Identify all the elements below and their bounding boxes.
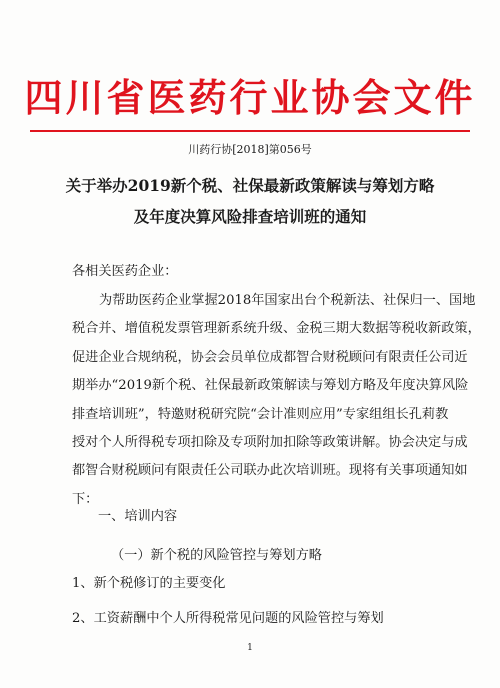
body-line: 下： <box>72 491 99 507</box>
list-item: 2、工资薪酬中个人所得税常见问题的风险管控与筹划 <box>72 611 384 626</box>
document-title-line-2: 及年度决算风险排查培训班的通知 <box>133 207 367 226</box>
body-line: 都智合财税顾问有限责任公司联办此次培训班。现将有关事项通知如 <box>72 463 468 479</box>
document-title-line-1: 关于举办2019新个税、社保最新政策解读与筹划方略 <box>65 176 435 195</box>
page-number: 1 <box>247 643 253 653</box>
body-line: 排查培训班”，特邀财税研究院“会计准则应用”专家组组长孔莉教 <box>72 406 449 422</box>
section-heading: 一、培训内容 <box>98 509 178 524</box>
body-line: 促进企业合规纳税，协会会员单位成都智合财税顾问有限责任公司近 <box>72 349 468 365</box>
masthead-title: 四川省医药行业协会文件 <box>24 76 476 120</box>
body-line: 税合并、增值税发票管理新系统升级、金税三期大数据等税收新政策， <box>72 321 481 337</box>
body-paragraph <box>72 291 481 518</box>
body-line: 为帮助医药企业掌握2018年国家出台个税新法、社保归一、国地 <box>99 293 476 308</box>
masthead-red-rule <box>30 130 470 132</box>
subsection-heading: （一）新个税的风险管控与筹划方略 <box>111 548 322 563</box>
salutation: 各相关医药企业： <box>72 264 178 279</box>
body-line: 期举办“2019新个税、社保最新政策解读与筹划方略及年度决算风险 <box>72 378 469 394</box>
body-line: 授对个人所得税专项扣除及专项附加扣除等政策讲解。协会决定与成 <box>72 434 468 450</box>
list-item: 1、新个税修订的主要变化 <box>72 576 226 591</box>
document-number: 川药行协[2018]第056号 <box>188 143 312 156</box>
